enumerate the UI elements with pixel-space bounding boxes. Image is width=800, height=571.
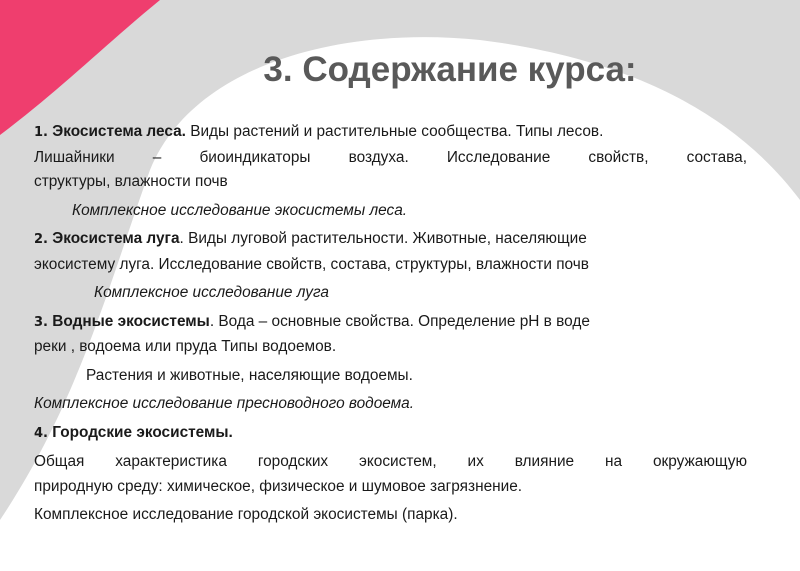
list-item: 2. Экосистема луга. Виды луговой растительности. Животные, населяющие экосистему луга. Исследование свойств, состава, структуры, влажности почв: [34, 230, 589, 273]
item-heading: Экосистема луга: [52, 230, 180, 247]
course-content: [34, 120, 747, 532]
study-line: Комплексное исследование пресноводного водоема.: [34, 395, 415, 412]
item-heading: Городские экосистемы.: [52, 423, 233, 441]
study-line: Комплексное исследование экосистемы леса.: [72, 201, 408, 219]
study-line: Комплексное исследование городской экосистемы (парка).: [34, 506, 458, 523]
list-item: 3. Водные экосистемы. Вода – основные свойства. Определение рН в воде реки , водоема или пруда Типы водоемов.: [34, 312, 590, 355]
item-body: Общая характеристика городских экосистем, их влияние на окружающую природную среду: химическое, физическое и шумовое загрязнение.: [34, 453, 747, 495]
extra-line: Растения и животные, населяющие водоемы.: [86, 366, 413, 384]
item-heading: Водные экосистемы: [52, 312, 210, 330]
study-line: Комплексное исследование луга: [94, 284, 329, 301]
list-item: 1. Экосистема леса. Виды растений и растительные сообщества. Типы лесов. Лишайники – биоиндикаторы воздуха. Исследование свойств, состава, структуры, влажности почв: [34, 123, 747, 190]
item-heading: Экосистема леса.: [52, 123, 186, 140]
list-item: 4. Городские экосистемы.: [34, 423, 233, 441]
page-title: 3. Содержание курса:: [263, 50, 637, 89]
